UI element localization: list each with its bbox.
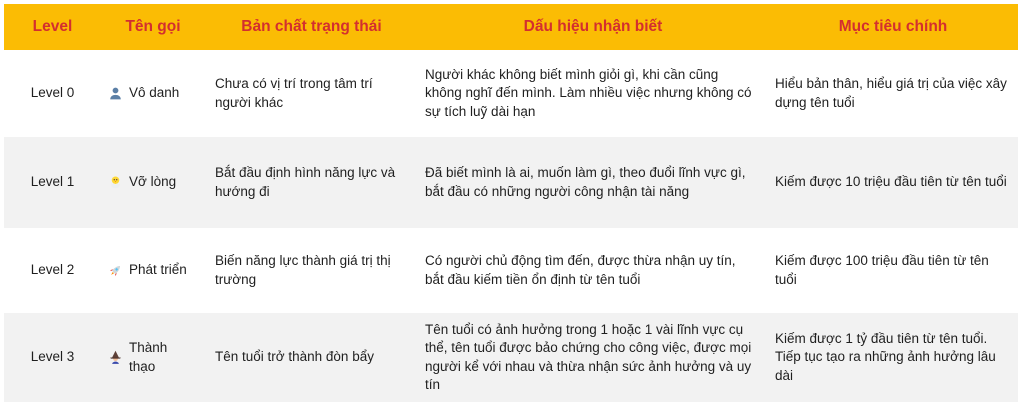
rocket-icon [108,263,123,278]
level-cell: Level 1 [30,174,75,190]
hatching-chick-icon [108,175,123,190]
table-row [4,50,1018,137]
essence-cell: Chưa có vị trí trong tâm trí người khác [215,76,373,110]
essence-cell: Tên tuổi trở thành đòn bẩy [215,349,374,365]
name-cell [101,257,205,284]
table-row [4,313,1018,402]
level-name-label: Thành thạo [129,340,168,374]
column-header-name: Tên gọi [125,18,181,35]
level-cell: Level 2 [30,262,75,278]
signs-cell: Có người chủ động tìm đến, được thừa nhận uy tín, bắt đầu kiếm tiền ổn định từ tên tuổi [425,253,736,287]
column-header-essence: Bản chất trạng thái [241,18,382,35]
levels-table [4,4,1018,402]
table-row [4,228,1018,313]
signs-cell: Tên tuổi có ảnh hưởng trong 1 hoặc 1 vài lĩnh vực cụ thể, tên tuổi được bảo chứng cho công việc, được mọi người kể với nhau và thừa nhận sức ảnh hưởng và uy tín [425,321,752,392]
essence-cell: Biến năng lực thành giá trị thị trường [215,253,391,287]
goal-cell: Kiếm được 10 triệu đầu tiên từ tên tuổi [775,174,1007,190]
level-name-label: Vỡ lòng [129,174,177,190]
column-header-level: Level [32,18,73,35]
goal-cell: Hiểu bản thân, hiểu giá trị của việc xây dựng tên tuổi [775,76,1007,110]
person-silhouette-icon [108,86,123,101]
level-name-label: Vô danh [129,85,180,101]
name-cell [101,169,205,196]
signs-cell: Đã biết mình là ai, muốn làm gì, theo đuổi lĩnh vực gì, bắt đầu có những người công nhận tài năng [425,165,746,199]
name-cell [101,335,205,380]
goal-cell: Kiếm được 100 triệu đầu tiên từ tên tuổi [775,253,989,287]
level-name-label: Phát triển [129,262,187,278]
name-cell [101,80,205,107]
level-cell: Level 0 [30,85,75,101]
table-header-row [4,4,1018,50]
column-header-goal: Mục tiêu chính [838,18,948,35]
level-cell: Level 3 [30,349,75,365]
essence-cell: Bắt đầu định hình năng lực và hướng đi [215,165,396,199]
mage-icon [108,350,123,365]
goal-cell: Kiếm được 1 tỷ đầu tiên từ tên tuổi. Tiếp tục tạo ra những ảnh hưởng lâu dài [775,330,996,383]
signs-cell: Người khác không biết mình giỏi gì, khi cần cũng không nghĩ đến mình. Làm nhiều việc nhưng không có sự tích luỹ dài hạn [425,66,752,119]
column-header-signs: Dấu hiệu nhận biết [523,18,663,35]
table-row [4,137,1018,228]
